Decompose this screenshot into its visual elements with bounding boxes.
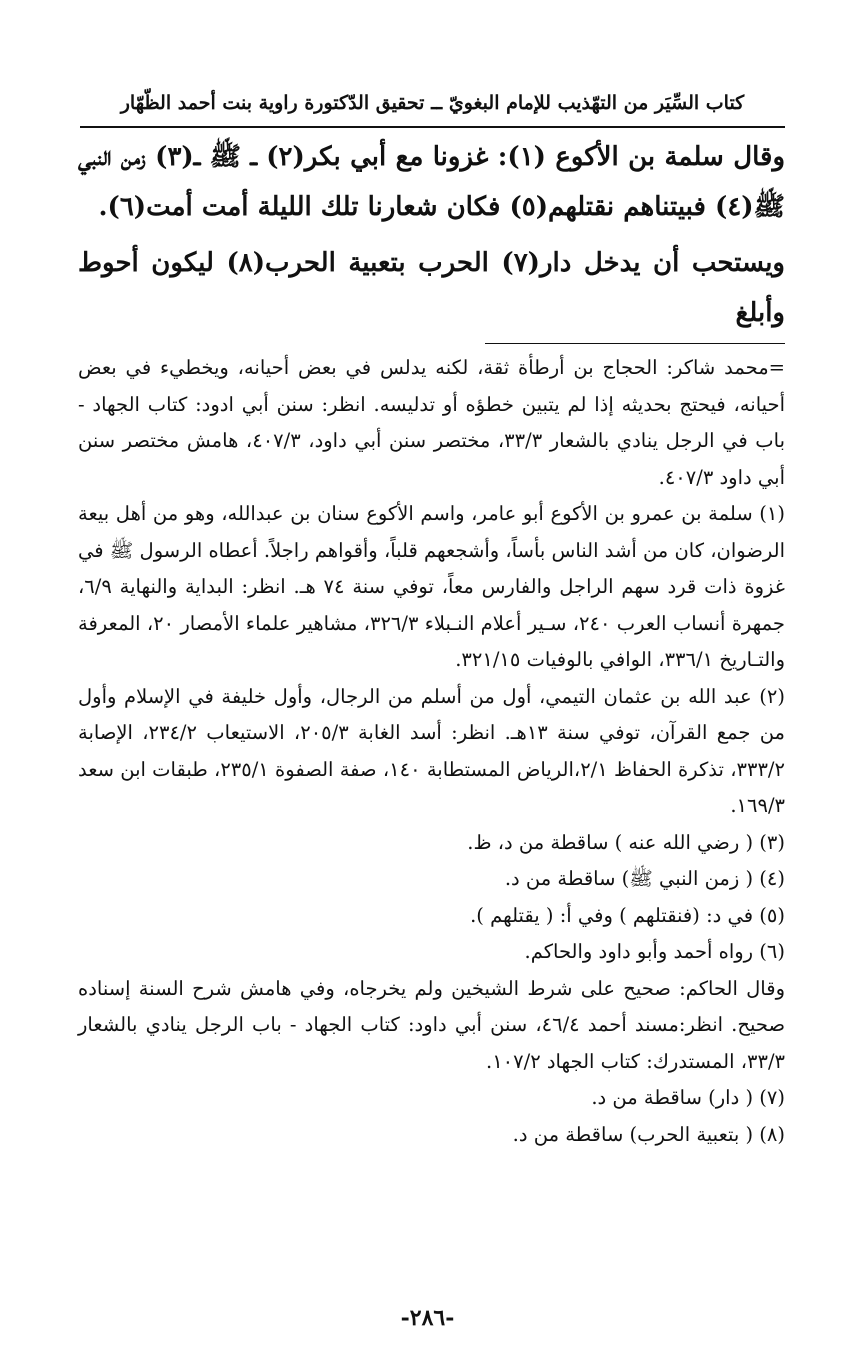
footnote-3: (٣) ( رضي الله عنه ) ساقطة من د، ظ. bbox=[467, 830, 785, 854]
footnotes bbox=[78, 350, 785, 1153]
footnote-7: (٧) ( دار) ساقطة من د. bbox=[591, 1086, 785, 1109]
footnote-5: (٥) في د: (فنقتلهم ) وفي أ: ( يقتلهم ). bbox=[470, 903, 785, 927]
footnote-1: (١) سلمة بن عمرو بن الأكوع أبو عامر، واسم الأكوع سنان بن عبدالله، وهو من أهل بيعة الرضوان، كان من أشد الناس بأساً، وأشجعهم قلباً، وأقواهم راجلاً. أعطاه الرسول ﷺ في غزوة ذات قرد سهم الراجل والفارس معاً، توفي سنة ٧٤ هـ. انظر: البداية والنهاية ٦/٩، جمهرة أنساب العرب ٢٤٠، سـير أعلام النـبلاء ٣٢٦/٣، مشاهير علماء الأمصار ٢٠، المعرفة والتـاريخ ٣٣٦/١، الوافي بالوفيات ٣٢١/١٥. bbox=[78, 502, 786, 671]
running-header: كتاب السِّيَر من التهّذيب للإمام البغويّ ــ تحقيق الدّكتورة راوية بنت أحمد الظّهّار bbox=[80, 88, 785, 128]
footnote-6: (٦) رواه أحمد وأبو داود والحاكم. bbox=[524, 940, 785, 963]
footnote-separator bbox=[485, 343, 785, 344]
footnote-6-continuation: وقال الحاكم: صحيح على شرط الشيخين ولم يخرجاه، وفي هامش شرح السنة إسناده صحيح. انظر:مسند أحمد ٤٦/٤، سنن أبي داود: كتاب الجهاد - باب الرجل ينادي بالشعار ٣٣/٣، المستدرك: كتاب الجهاد ١٠٧/٢. bbox=[78, 976, 786, 1073]
page-number: -٢٨٦- bbox=[400, 1305, 455, 1331]
main-paragraph-2: ويستحب أن يدخل دار(٧) الحرب بتعبية الحرب(٨) ليكون أحوط وأبلغ bbox=[78, 248, 785, 328]
main-paragraph-1: وقال سلمة بن الأكوع (١): غزونا مع أبي بكر(٢) ــ ﷺ ــ(٣) زمن النبي ﷺ(٤) فبيتناهم نقتلهم(٥) فكان شعارنا تلك الليلة أمت أمت(٦). bbox=[78, 142, 786, 222]
main-text bbox=[78, 132, 785, 338]
footnote-continuation: =محمد شاكر: الحجاج بن أرطأة ثقة، لكنه يدلس في بعض أحيانه، ويخطيء في بعض أحيانه، فيحتج بحديثه إذا لم يتبين خطؤه أو تدليسه. انظر: سنن أبي ادود: كتاب الجهاد - باب في الرجل ينادي بالشعار ٣٣/٣، مختصر سنن أبي داود، ٤٠٧/٣، هامش مختصر سنن أبي داود ٤٠٧/٣. bbox=[78, 356, 785, 489]
footnote-8: (٨) ( بتعبية الحرب) ساقطة من د. bbox=[512, 1122, 785, 1146]
footnote-4: (٤) ( زمن النبي ﷺ) ساقطة من د. bbox=[504, 867, 785, 890]
footnote-2: (٢) عبد الله بن عثمان التيمي، أول من أسلم من الرجال، وأول خليفة في الإسلام وأول من جمع القرآن، توفي سنة ١٣هـ. انظر: أسد الغابة ٢٠٥/٣، الاستيعاب ٢٣٤/٢، الإصابة ٣٣٣/٢، تذكرة الحفاظ ٢/١،الرياض المستطابة ١٤٠، صفة الصفوة ٢٣٥/١، طبقات ابن سعد ١٦٩/٣. bbox=[78, 684, 785, 817]
